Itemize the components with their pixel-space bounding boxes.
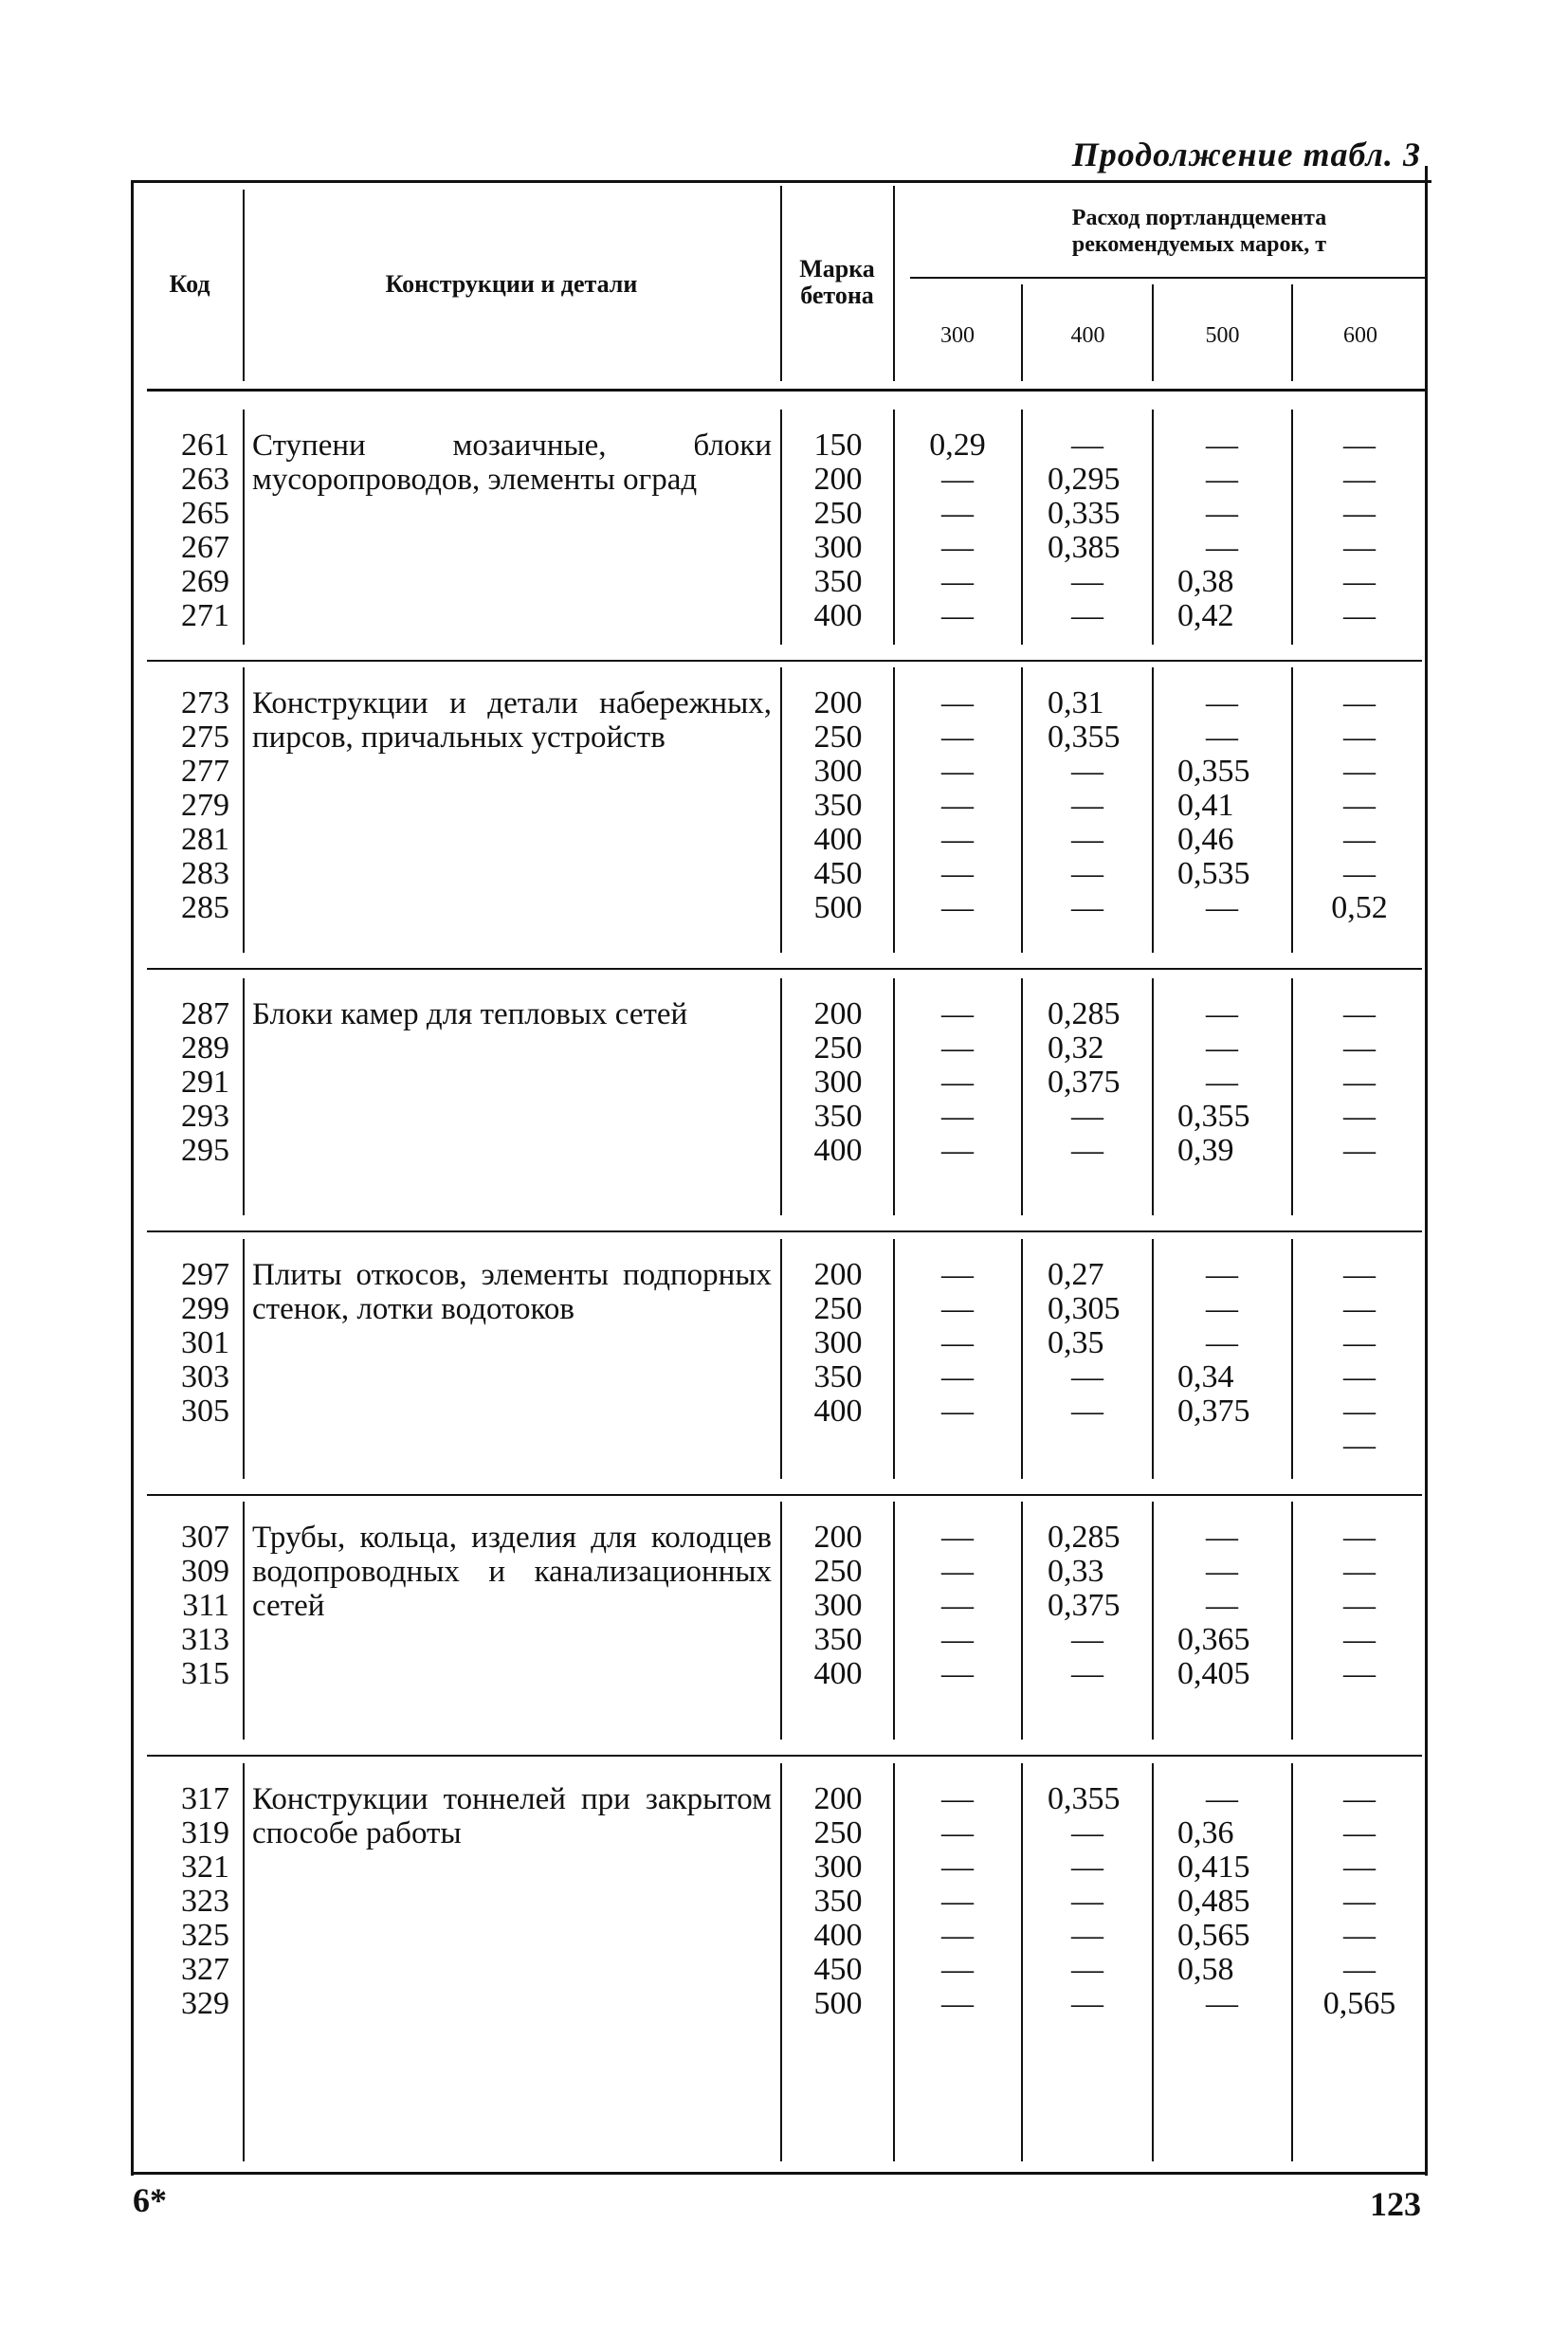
concrete-grade-cell: 200 xyxy=(813,462,863,497)
consumption-500-cell: — xyxy=(1206,530,1238,565)
row-group-3-column-separator xyxy=(1152,978,1154,1215)
table-top-rule xyxy=(133,180,1431,183)
consumption-300-cell: — xyxy=(941,890,974,925)
row-group-3-column-separator xyxy=(780,978,782,1215)
concrete-grade-cell: 300 xyxy=(813,1588,863,1623)
row-group-6-column-separator xyxy=(1291,1763,1293,2161)
consumption-400-cell: — xyxy=(1071,428,1103,463)
consumption-600-cell: — xyxy=(1343,1325,1376,1360)
row-group-6-column-separator xyxy=(1021,1763,1023,2161)
consumption-300-cell: — xyxy=(941,1065,974,1100)
consumption-400-cell: — xyxy=(1071,856,1103,891)
consumption-300-cell: — xyxy=(941,1884,974,1919)
code-cell: 313 xyxy=(181,1622,229,1657)
construction-description: Ступени мозаичные, блоки мусоропроводов, элементы оград xyxy=(252,428,772,497)
consumption-600-cell: — xyxy=(1343,1656,1376,1691)
consumption-500-cell: — xyxy=(1206,1325,1238,1360)
consumption-300-cell: — xyxy=(941,496,974,531)
consumption-300-cell: 0,29 xyxy=(929,428,986,463)
consumption-300-cell: — xyxy=(941,996,974,1031)
consumption-500-cell: 0,34 xyxy=(1177,1359,1234,1394)
row-group-5-column-separator xyxy=(243,1502,245,1740)
row-group-6-column-separator xyxy=(780,1763,782,2161)
consumption-600-cell: — xyxy=(1343,754,1376,789)
consumption-500-cell: 0,535 xyxy=(1177,856,1250,891)
row-group-1-column-separator xyxy=(893,410,895,645)
row-group-1-column-separator xyxy=(1152,410,1154,645)
concrete-grade-cell: 400 xyxy=(813,1394,863,1429)
consumption-300-cell: — xyxy=(941,1781,974,1816)
consumption-500-cell: 0,42 xyxy=(1177,598,1234,633)
consumption-500-cell: 0,415 xyxy=(1177,1850,1250,1885)
consumption-500-cell: — xyxy=(1206,1257,1238,1292)
consumption-400-cell: 0,355 xyxy=(1048,1781,1121,1816)
code-cell: 317 xyxy=(181,1781,229,1816)
consumption-600-cell: — xyxy=(1343,1918,1376,1953)
consumption-600-cell: — xyxy=(1343,1850,1376,1885)
consumption-600-cell: — xyxy=(1343,1815,1376,1850)
consumption-400-cell: 0,295 xyxy=(1048,462,1121,497)
code-cell: 265 xyxy=(181,496,229,531)
consumption-500-cell: — xyxy=(1206,890,1238,925)
code-cell: 303 xyxy=(181,1359,229,1394)
header-sep-500 xyxy=(1291,284,1293,381)
row-group-1-column-separator xyxy=(780,410,782,645)
concrete-grade-cell: 400 xyxy=(813,1918,863,1953)
consumption-400-cell: 0,375 xyxy=(1048,1065,1121,1100)
consumption-300-cell: — xyxy=(941,1815,974,1850)
row-group-3-column-separator xyxy=(1291,978,1293,1215)
consumption-400-cell: — xyxy=(1071,1099,1103,1134)
code-cell: 291 xyxy=(181,1065,229,1100)
consumption-600-cell: — xyxy=(1343,1884,1376,1919)
concrete-grade-cell: 250 xyxy=(813,496,863,531)
table-left-border xyxy=(131,180,134,2176)
consumption-600-cell: — xyxy=(1343,428,1376,463)
concrete-grade-cell: 500 xyxy=(813,890,863,925)
concrete-grade-cell: 400 xyxy=(813,1133,863,1168)
consumption-600-cell: — xyxy=(1343,1554,1376,1589)
row-group-4-column-separator xyxy=(893,1239,895,1479)
row-group-3-column-separator xyxy=(893,978,895,1215)
header-grade: Марка бетона xyxy=(799,255,875,309)
consumption-500-cell: 0,365 xyxy=(1177,1622,1250,1657)
concrete-grade-cell: 250 xyxy=(813,1291,863,1326)
row-group-6-column-separator xyxy=(893,1763,895,2161)
consumption-600-cell: — xyxy=(1343,1781,1376,1816)
consumption-400-cell: — xyxy=(1071,1815,1103,1850)
consumption-400-cell: — xyxy=(1071,564,1103,599)
concrete-grade-cell: 400 xyxy=(813,1656,863,1691)
header-consumption: Расход портландцемента рекомендуемых марок, т xyxy=(1071,206,1327,257)
row-group-3-column-separator xyxy=(243,978,245,1215)
consumption-300-cell: — xyxy=(941,564,974,599)
table-right-border xyxy=(1425,166,1428,2176)
consumption-400-cell: — xyxy=(1071,1850,1103,1885)
concrete-grade-cell: 500 xyxy=(813,1986,863,2021)
consumption-300-cell: — xyxy=(941,720,974,755)
consumption-400-cell: — xyxy=(1071,822,1103,857)
consumption-500-cell: — xyxy=(1206,685,1238,720)
row-group-6-column-separator xyxy=(1152,1763,1154,2161)
consumption-500-cell: 0,38 xyxy=(1177,564,1234,599)
consumption-400-cell: 0,305 xyxy=(1048,1291,1121,1326)
consumption-300-cell: — xyxy=(941,822,974,857)
consumption-300-cell: — xyxy=(941,685,974,720)
consumption-600-cell: — xyxy=(1343,1030,1376,1066)
code-cell: 285 xyxy=(181,890,229,925)
consumption-500-cell: — xyxy=(1206,1030,1238,1066)
consumption-400-cell: — xyxy=(1071,1656,1103,1691)
consumption-600-cell: — xyxy=(1343,822,1376,857)
row-group-5-column-separator xyxy=(780,1502,782,1740)
consumption-300-cell: — xyxy=(941,1133,974,1168)
concrete-grade-cell: 200 xyxy=(813,1781,863,1816)
consumption-400-cell: — xyxy=(1071,1359,1103,1394)
consumption-600-cell: — xyxy=(1343,1394,1376,1429)
page-number: 123 xyxy=(1370,2185,1421,2223)
header-sep-400 xyxy=(1152,284,1154,381)
consumption-600-cell: — xyxy=(1343,530,1376,565)
consumption-500-cell: 0,375 xyxy=(1177,1394,1250,1429)
row-group-6-column-separator xyxy=(243,1763,245,2161)
code-cell: 261 xyxy=(181,428,229,463)
consumption-300-cell: — xyxy=(941,754,974,789)
concrete-grade-cell: 450 xyxy=(813,1952,863,1987)
concrete-grade-cell: 300 xyxy=(813,1325,863,1360)
consumption-400-cell: 0,32 xyxy=(1048,1030,1104,1066)
consumption-400-cell: 0,31 xyxy=(1048,685,1104,720)
consumption-600-cell: — xyxy=(1343,1952,1376,1987)
consumption-300-cell: — xyxy=(941,530,974,565)
consumption-400-cell: — xyxy=(1071,754,1103,789)
consumption-300-cell: — xyxy=(941,1520,974,1555)
consumption-500-cell: — xyxy=(1206,1065,1238,1100)
code-cell: 301 xyxy=(181,1325,229,1360)
construction-description: Конструкции и детали набережных, пирсов, причальных устройств xyxy=(252,686,772,755)
code-cell: 323 xyxy=(181,1884,229,1919)
row-group-2-column-separator xyxy=(243,667,245,953)
consumption-600-cell: — xyxy=(1343,1520,1376,1555)
consumption-600-cell: — xyxy=(1343,1622,1376,1657)
concrete-grade-cell: 200 xyxy=(813,1520,863,1555)
consumption-600-cell: — xyxy=(1343,598,1376,633)
concrete-grade-cell: 150 xyxy=(813,428,863,463)
code-cell: 283 xyxy=(181,856,229,891)
header-construction: Конструкции и детали xyxy=(385,270,638,298)
concrete-grade-cell: 200 xyxy=(813,996,863,1031)
consumption-400-cell: — xyxy=(1071,1133,1103,1168)
consumption-500-cell: — xyxy=(1206,1291,1238,1326)
consumption-500-cell: 0,355 xyxy=(1177,1099,1250,1134)
consumption-500-cell: — xyxy=(1206,720,1238,755)
consumption-500-cell: — xyxy=(1206,1781,1238,1816)
code-cell: 289 xyxy=(181,1030,229,1066)
consumption-600-cell: — xyxy=(1343,1133,1376,1168)
code-cell: 287 xyxy=(181,996,229,1031)
code-cell: 281 xyxy=(181,822,229,857)
consumption-400-cell: 0,285 xyxy=(1048,1520,1121,1555)
consumption-600-cell: — xyxy=(1343,462,1376,497)
code-cell: 325 xyxy=(181,1918,229,1953)
consumption-300-cell: — xyxy=(941,1291,974,1326)
table-bottom-rule xyxy=(133,2172,1427,2175)
concrete-grade-cell: 350 xyxy=(813,564,863,599)
header-sep-300 xyxy=(1021,284,1023,381)
code-cell: 263 xyxy=(181,462,229,497)
consumption-500-cell: — xyxy=(1206,1588,1238,1623)
consumption-400-cell: — xyxy=(1071,1884,1103,1919)
code-cell: 321 xyxy=(181,1850,229,1885)
concrete-grade-cell: 300 xyxy=(813,1850,863,1885)
code-cell: 329 xyxy=(181,1986,229,2021)
row-group-2-bottom-rule xyxy=(147,968,1422,970)
row-group-3-column-separator xyxy=(1021,978,1023,1215)
consumption-400-cell: 0,375 xyxy=(1048,1588,1121,1623)
construction-description: Конструкции тоннелей при закрытом способе работы xyxy=(252,1782,772,1850)
code-cell: 269 xyxy=(181,564,229,599)
concrete-grade-cell: 350 xyxy=(813,1884,863,1919)
consumption-600-cell: — xyxy=(1343,1588,1376,1623)
footer-signature: 6* xyxy=(133,2181,167,2219)
concrete-grade-cell: 250 xyxy=(813,1815,863,1850)
code-cell: 295 xyxy=(181,1133,229,1168)
consumption-300-cell: — xyxy=(941,1257,974,1292)
consumption-300-cell: — xyxy=(941,462,974,497)
consumption-300-cell: — xyxy=(941,1622,974,1657)
consumption-500-cell: — xyxy=(1206,428,1238,463)
code-cell: 319 xyxy=(181,1815,229,1850)
consumption-500-cell: — xyxy=(1206,462,1238,497)
consumption-600-cell: — xyxy=(1343,564,1376,599)
row-group-2-column-separator xyxy=(1152,667,1154,953)
consumption-300-cell: — xyxy=(941,788,974,823)
consumption-600-cell: — xyxy=(1343,856,1376,891)
concrete-grade-cell: 250 xyxy=(813,1554,863,1589)
code-cell: 275 xyxy=(181,720,229,755)
consumption-600-cell: — xyxy=(1343,685,1376,720)
row-group-2-column-separator xyxy=(1021,667,1023,953)
code-cell: 311 xyxy=(182,1588,229,1623)
code-cell: 293 xyxy=(181,1099,229,1134)
consumption-400-cell: — xyxy=(1071,890,1103,925)
header-sep-code xyxy=(243,190,245,381)
consumption-400-cell: — xyxy=(1071,788,1103,823)
consumption-600-cell: — xyxy=(1343,720,1376,755)
consumption-400-cell: — xyxy=(1071,1986,1103,2021)
header-bottom-rule xyxy=(147,389,1427,392)
code-cell: 315 xyxy=(181,1656,229,1691)
row-group-4-column-separator xyxy=(243,1239,245,1479)
consumption-300-cell: — xyxy=(941,1394,974,1429)
row-group-5-column-separator xyxy=(893,1502,895,1740)
consumption-400-cell: — xyxy=(1071,1394,1103,1429)
header-sep-grade xyxy=(893,186,895,381)
consumption-300-cell: — xyxy=(941,1359,974,1394)
row-group-5-column-separator xyxy=(1152,1502,1154,1740)
consumption-500-cell: — xyxy=(1206,1986,1238,2021)
concrete-grade-cell: 200 xyxy=(813,685,863,720)
row-group-4-column-separator xyxy=(780,1239,782,1479)
code-cell: 307 xyxy=(181,1520,229,1555)
construction-description: Плиты откосов, элементы подпорных стенок, лотки водотоков xyxy=(252,1258,772,1326)
concrete-grade-cell: 300 xyxy=(813,754,863,789)
consumption-header-rule xyxy=(910,277,1427,279)
consumption-400-cell: 0,355 xyxy=(1048,720,1121,755)
code-cell: 299 xyxy=(181,1291,229,1326)
row-group-4-column-separator xyxy=(1291,1239,1293,1479)
row-group-3-bottom-rule xyxy=(147,1230,1422,1232)
consumption-600-cell: 0,565 xyxy=(1322,1986,1396,2021)
consumption-600-cell: — xyxy=(1343,496,1376,531)
header-cement-300: 300 xyxy=(940,323,975,348)
concrete-grade-cell: 300 xyxy=(813,1065,863,1100)
consumption-500-cell: — xyxy=(1206,996,1238,1031)
header-cement-400: 400 xyxy=(1070,323,1105,348)
concrete-grade-cell: 400 xyxy=(813,598,863,633)
consumption-300-cell: — xyxy=(941,1850,974,1885)
consumption-300-cell: — xyxy=(941,1986,974,2021)
consumption-500-cell: 0,485 xyxy=(1177,1884,1250,1919)
row-group-1-column-separator xyxy=(243,410,245,645)
consumption-400-cell: 0,335 xyxy=(1048,496,1121,531)
consumption-600-cell: — xyxy=(1343,1359,1376,1394)
code-cell: 273 xyxy=(181,685,229,720)
consumption-500-cell: 0,355 xyxy=(1177,754,1250,789)
consumption-400-cell: 0,33 xyxy=(1048,1554,1104,1589)
concrete-grade-cell: 350 xyxy=(813,1099,863,1134)
row-group-1-column-separator xyxy=(1021,410,1023,645)
consumption-400-cell: — xyxy=(1071,1918,1103,1953)
row-group-5-bottom-rule xyxy=(147,1755,1422,1757)
concrete-grade-cell: 250 xyxy=(813,1030,863,1066)
row-group-2-column-separator xyxy=(1291,667,1293,953)
consumption-500-cell: — xyxy=(1206,496,1238,531)
consumption-400-cell: — xyxy=(1071,1622,1103,1657)
concrete-grade-cell: 250 xyxy=(813,720,863,755)
consumption-300-cell: — xyxy=(941,598,974,633)
consumption-600-cell: — xyxy=(1343,1291,1376,1326)
row-group-2-column-separator xyxy=(780,667,782,953)
consumption-600-cell: — xyxy=(1343,1428,1376,1463)
consumption-300-cell: — xyxy=(941,1554,974,1589)
consumption-300-cell: — xyxy=(941,1099,974,1134)
consumption-500-cell: 0,36 xyxy=(1177,1815,1234,1850)
header-cement-500: 500 xyxy=(1205,323,1240,348)
consumption-300-cell: — xyxy=(941,856,974,891)
concrete-grade-cell: 350 xyxy=(813,1359,863,1394)
row-group-4-bottom-rule xyxy=(147,1494,1422,1496)
row-group-5-column-separator xyxy=(1021,1502,1023,1740)
concrete-grade-cell: 200 xyxy=(813,1257,863,1292)
consumption-400-cell: 0,285 xyxy=(1048,996,1121,1031)
consumption-600-cell: — xyxy=(1343,1065,1376,1100)
header-sep-desc xyxy=(780,186,782,381)
consumption-500-cell: 0,41 xyxy=(1177,788,1234,823)
concrete-grade-cell: 300 xyxy=(813,530,863,565)
consumption-300-cell: — xyxy=(941,1030,974,1066)
consumption-300-cell: — xyxy=(941,1325,974,1360)
code-cell: 277 xyxy=(181,754,229,789)
code-cell: 279 xyxy=(181,788,229,823)
code-cell: 305 xyxy=(181,1394,229,1429)
concrete-grade-cell: 400 xyxy=(813,822,863,857)
row-group-4-column-separator xyxy=(1152,1239,1154,1479)
consumption-500-cell: 0,565 xyxy=(1177,1918,1250,1953)
row-group-1-bottom-rule xyxy=(147,660,1422,662)
consumption-400-cell: — xyxy=(1071,1952,1103,1987)
consumption-600-cell: — xyxy=(1343,1099,1376,1134)
row-group-4-column-separator xyxy=(1021,1239,1023,1479)
table-caption: Продолжение табл. 3 xyxy=(1071,136,1421,173)
code-cell: 297 xyxy=(181,1257,229,1292)
consumption-400-cell: 0,27 xyxy=(1048,1257,1104,1292)
code-cell: 327 xyxy=(181,1952,229,1987)
consumption-300-cell: — xyxy=(941,1656,974,1691)
consumption-600-cell: 0,52 xyxy=(1331,890,1388,925)
code-cell: 271 xyxy=(181,598,229,633)
header-cement-600: 600 xyxy=(1343,323,1377,348)
consumption-500-cell: — xyxy=(1206,1554,1238,1589)
consumption-500-cell: 0,58 xyxy=(1177,1952,1234,1987)
row-group-1-column-separator xyxy=(1291,410,1293,645)
consumption-600-cell: — xyxy=(1343,996,1376,1031)
consumption-300-cell: — xyxy=(941,1588,974,1623)
concrete-grade-cell: 350 xyxy=(813,788,863,823)
code-cell: 309 xyxy=(181,1554,229,1589)
consumption-400-cell: — xyxy=(1071,598,1103,633)
code-cell: 267 xyxy=(181,530,229,565)
concrete-grade-cell: 350 xyxy=(813,1622,863,1657)
construction-description: Трубы, кольца, изделия для колодцев водопроводных и канализационных сетей xyxy=(252,1521,772,1623)
header-code: Код xyxy=(169,270,210,298)
consumption-400-cell: 0,35 xyxy=(1048,1325,1104,1360)
row-group-5-column-separator xyxy=(1291,1502,1293,1740)
consumption-300-cell: — xyxy=(941,1918,974,1953)
consumption-500-cell: 0,405 xyxy=(1177,1656,1250,1691)
construction-description: Блоки камер для тепловых сетей xyxy=(252,997,688,1031)
consumption-500-cell: 0,46 xyxy=(1177,822,1234,857)
row-group-2-column-separator xyxy=(893,667,895,953)
consumption-300-cell: — xyxy=(941,1952,974,1987)
consumption-400-cell: 0,385 xyxy=(1048,530,1121,565)
consumption-600-cell: — xyxy=(1343,1257,1376,1292)
concrete-grade-cell: 450 xyxy=(813,856,863,891)
consumption-600-cell: — xyxy=(1343,788,1376,823)
consumption-500-cell: 0,39 xyxy=(1177,1133,1234,1168)
consumption-500-cell: — xyxy=(1206,1520,1238,1555)
